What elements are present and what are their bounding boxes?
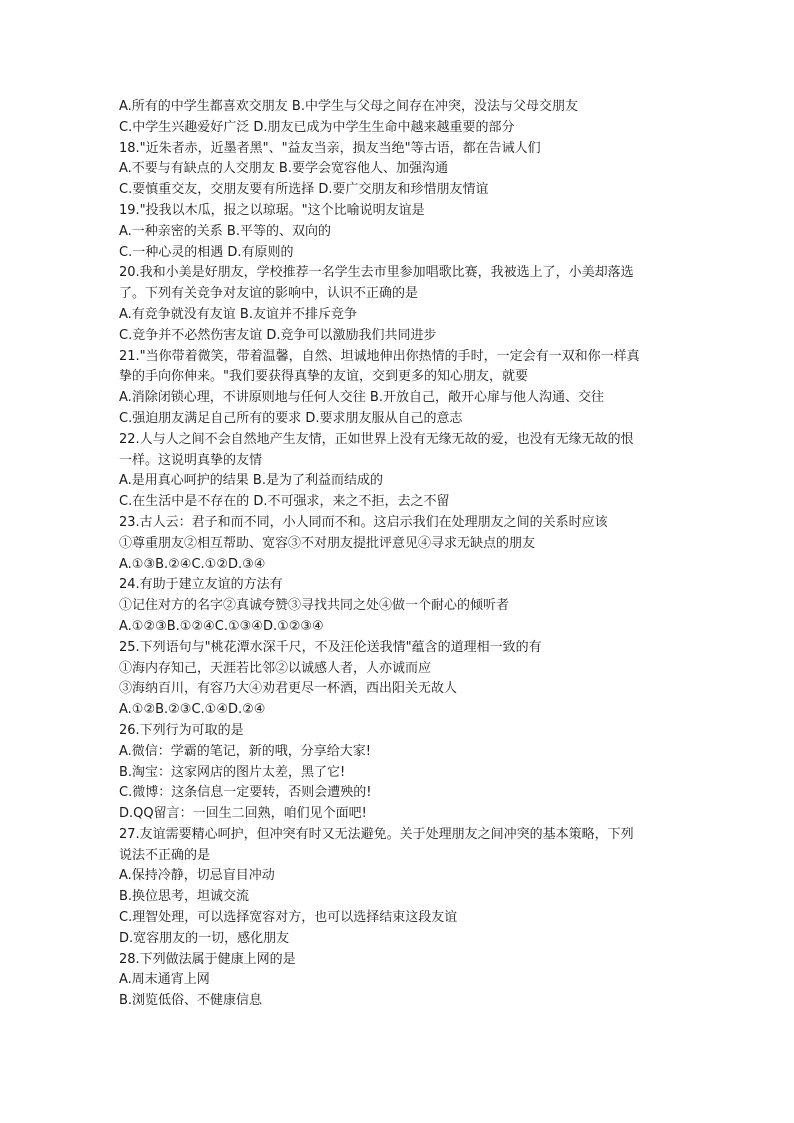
question-23: 23.古人云：君子和而不同，小人同而不和。这启示我们在处理朋友之间的关系时应该 [119,514,608,530]
text-line: ①海内存知己，天涯若比邻②以诚感人者，人亦诚而应 [119,660,432,676]
text-line: ①记住对方的名字②真诚夸赞③寻找共同之处④做一个耐心的倾听者 [119,598,510,614]
text-line: 挚的手向你伸来。"我们要获得真挚的友谊，交到更多的知心朋友，就要 [119,369,528,385]
text-line: A.周末通宵上网 [119,972,210,988]
text-line: C.一种心灵的相遇 D.有原则的 [119,244,294,260]
text-line: A.是用真心呵护的结果 B.是为了利益而结成的 [119,473,383,489]
text-line: A.①③B.②④C.①②D.③④ [119,556,266,572]
text-line: D.宽容朋友的一切，感化朋友 [119,930,290,946]
text-line: A.①②③B.①②④C.①③④D.①②③④ [119,618,324,634]
text-line: C.中学生兴趣爱好广泛 D.朋友已成为中学生生命中越来越重要的部分 [119,119,515,135]
text-line: C.竞争并不必然伤害友谊 D.竞争可以激励我们共同进步 [119,327,437,343]
text-line: A.微信：学霸的笔记，新的哦，分享给大家! [119,743,372,759]
text-line: C.在生活中是不存在的 D.不可强求，来之不拒，去之不留 [119,494,450,510]
text-line: A.不要与有缺点的人交朋友 B.要学会宽容他人、加强沟通 [119,161,448,177]
question-18: 18."近朱者赤，近墨者黑"、"益友当亲，损友当绝"等古语，都在告诫人们 [119,140,541,156]
question-24: 24.有助于建立友谊的方法有 [119,577,283,593]
question-27: 27.友谊需要精心呵护，但冲突有时又无法避免。关于处理朋友之间冲突的基本策略，下列 [119,826,634,842]
text-line: A.消除闭锁心理，不讲原则地与任何人交往 B.开放自己，敞开心扉与他人沟通、交往 [119,390,604,406]
question-20: 20.我和小美是好朋友，学校推荐一名学生去市里参加唱歌比赛，我被选上了，小美却落选 [119,265,634,281]
question-25: 25.下列语句与"桃花潭水深千尺，不及汪伦送我情"蕴含的道理相一致的有 [119,639,542,655]
question-28: 28.下列做法属于健康上网的是 [119,951,296,967]
text-line: A.保持冷静，切忌盲目冲动 [119,868,275,884]
question-19: 19."投我以木瓜，报之以琼琚。"这个比喻说明友谊是 [119,202,425,218]
text-line: B.换位思考，坦诚交流 [119,889,250,905]
question-26: 26.下列行为可取的是 [119,722,244,738]
text-line: B.浏览低俗、不健康信息 [119,993,263,1009]
text-line: ③海纳百川，有容乃大④劝君更尽一杯酒，西出阳关无故人 [119,681,458,697]
text-line: 一样。这说明真挚的友情 [119,452,263,468]
text-line: A.有竞争就没有友谊 B.友谊并不排斥竞争 [119,306,357,322]
text-line: A.一种亲密的关系 B.平等的、双向的 [119,223,331,239]
text-line: C.微博：这条信息一定要转，否则会遭殃的! [119,785,372,801]
text-line: 说法不正确的是 [119,847,211,863]
text-line: C.理智处理，可以选择宽容对方，也可以选择结束这段友谊 [119,910,458,926]
question-21: 21."当你带着微笑，带着温馨，自然、坦诚地伸出你热情的手时，一定会有一双和你一样真 [119,348,640,364]
text-line: C.强迫朋友满足自己所有的要求 D.要求朋友服从自己的意志 [119,410,463,426]
text-line: 了。下列有关竞争对友谊的影响中，认识不正确的是 [119,286,419,302]
text-line: A.所有的中学生都喜欢交朋友 B.中学生与父母之间存在冲突，没法与父母交朋友 [119,99,578,114]
text-line: ①尊重朋友②相互帮助、宽容③不对朋友提批评意见④寻求无缺点的朋友 [119,535,536,551]
text-line: C.要慎重交友，交朋友要有所选择 D.要广交朋友和珍惜朋友情谊 [119,182,489,198]
text-line: B.淘宝：这家网店的图片太差，黑了它! [119,764,346,780]
question-22: 22.人与人之间不会自然地产生友情，正如世界上没有无缘无故的爱，也没有无缘无故的恨 [119,431,634,447]
text-line: A.①②B.②③C.①④D.②④ [119,702,266,718]
text-line: D.QQ留言：一回生二回熟，咱们见个面吧! [119,806,367,822]
